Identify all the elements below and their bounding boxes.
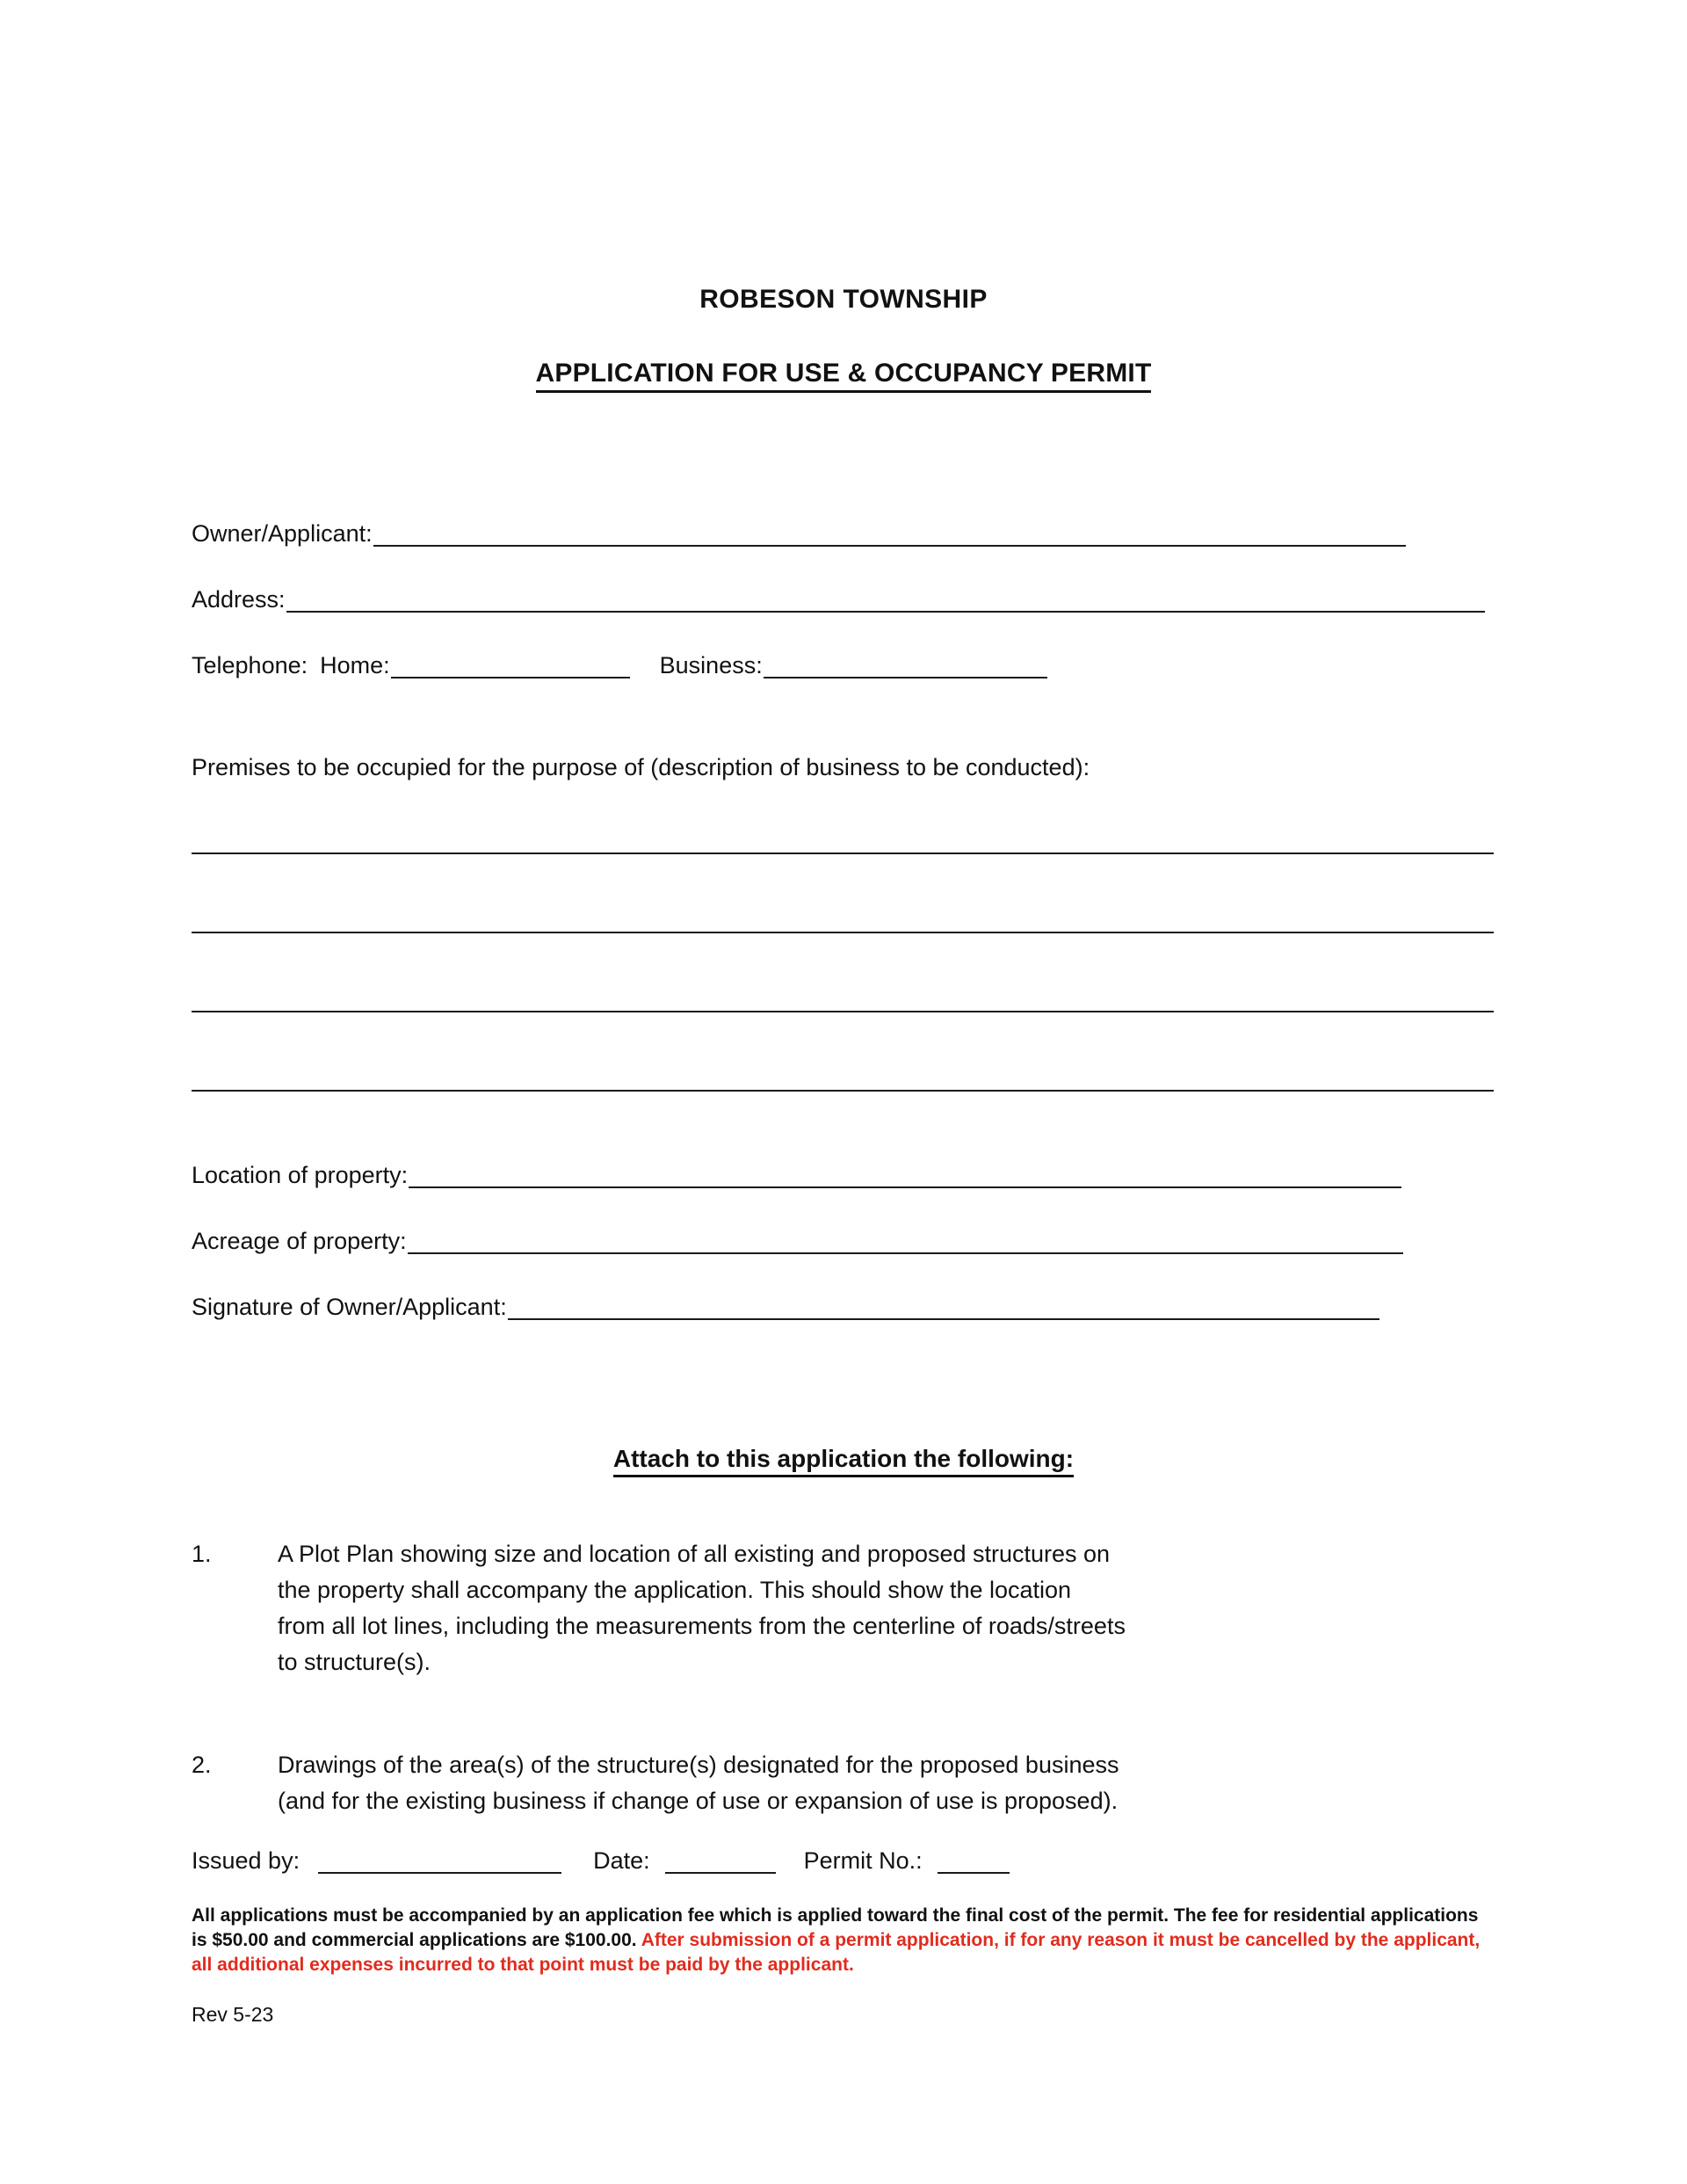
permit-no-input[interactable] (938, 1849, 1010, 1874)
revision-stamp: Rev 5-23 (192, 2003, 274, 2026)
premises-blank-line-2[interactable] (192, 932, 1494, 933)
issued-by-input[interactable] (318, 1849, 561, 1874)
permit-no-label: Permit No.: (803, 1847, 923, 1874)
attachment-item-2-line-1: Drawings of the area(s) of the structure(s) designated for the proposed business (278, 1752, 1119, 1778)
telephone-home-label: Home: (320, 652, 390, 678)
attachment-item-1-line-2: the property shall accompany the application. This should show the location (278, 1577, 1072, 1603)
signature-input[interactable] (508, 1295, 1379, 1320)
attachments-heading (0, 1445, 1687, 1477)
premises-blank-line-4[interactable] (192, 1090, 1494, 1092)
form-title-text: APPLICATION FOR USE & OCCUPANCY PERMIT (536, 359, 1152, 393)
attachment-item-2-body (278, 1747, 1501, 1819)
attachment-item-1 (192, 1536, 1501, 1680)
attachment-item-1-line-4: to structure(s). (278, 1649, 431, 1675)
location-of-property-field[interactable] (192, 1162, 1401, 1188)
signature-field[interactable] (192, 1294, 1379, 1320)
attachment-item-1-line-3: from all lot lines, including the measurements from the centerline of roads/streets (278, 1613, 1126, 1639)
telephone-label: Telephone: (192, 652, 308, 678)
date-input[interactable] (665, 1849, 776, 1874)
location-of-property-input[interactable] (409, 1164, 1401, 1188)
acreage-of-property-field[interactable] (192, 1228, 1403, 1254)
attachments-heading-text: Attach to this application the following: (613, 1445, 1074, 1477)
address-label: Address: (192, 586, 286, 613)
form-title (0, 359, 1687, 393)
telephone-business-input[interactable] (764, 654, 1047, 678)
signature-label: Signature of Owner/Applicant: (192, 1294, 507, 1320)
attachment-item-1-line-1: A Plot Plan showing size and location of all existing and proposed structures on (278, 1541, 1111, 1567)
organization-title: ROBESON TOWNSHIP (699, 285, 988, 314)
issued-by-label: Issued by: (192, 1847, 300, 1874)
fee-notice (192, 1904, 1492, 1977)
location-of-property-label: Location of property: (192, 1162, 409, 1188)
address-field[interactable] (192, 586, 1485, 613)
fee-notice-red-text: After submission of a permit application, if for any reason it must be cancelled by the applicant, all additional expenses incurred to that point must be paid by the applicant. (192, 1930, 1481, 1975)
attachment-item-2 (192, 1747, 1501, 1819)
owner-applicant-input[interactable] (373, 522, 1406, 547)
acreage-of-property-input[interactable] (408, 1230, 1403, 1254)
premises-prompt: Premises to be occupied for the purpose of (description of business to be conducted): (192, 754, 1090, 780)
office-use-row[interactable] (192, 1847, 1010, 1874)
acreage-of-property-label: Acreage of property: (192, 1228, 407, 1254)
telephone-business-label: Business: (659, 652, 763, 678)
address-input[interactable] (286, 588, 1485, 613)
premises-blank-line-1[interactable] (192, 853, 1494, 854)
attachment-item-2-line-2: (and for the existing business if change of use or expansion of use is proposed). (278, 1788, 1119, 1814)
date-label: Date: (593, 1847, 650, 1874)
attachment-item-2-number: 2. (192, 1752, 212, 1778)
attachment-item-1-body (278, 1536, 1501, 1680)
telephone-home-input[interactable] (391, 654, 630, 678)
premises-blank-line-3[interactable] (192, 1011, 1494, 1012)
owner-applicant-field[interactable] (192, 520, 1406, 547)
fee-notice-black-text: All applications must be accompanied by an application fee which is applied toward the final cost of the permit. The fee for residential applications is $50.00 and commercial applications are $100.00. (192, 1905, 1479, 1950)
owner-applicant-label: Owner/Applicant: (192, 520, 373, 547)
attachment-item-1-number: 1. (192, 1541, 212, 1567)
telephone-field-row[interactable] (192, 652, 1047, 678)
